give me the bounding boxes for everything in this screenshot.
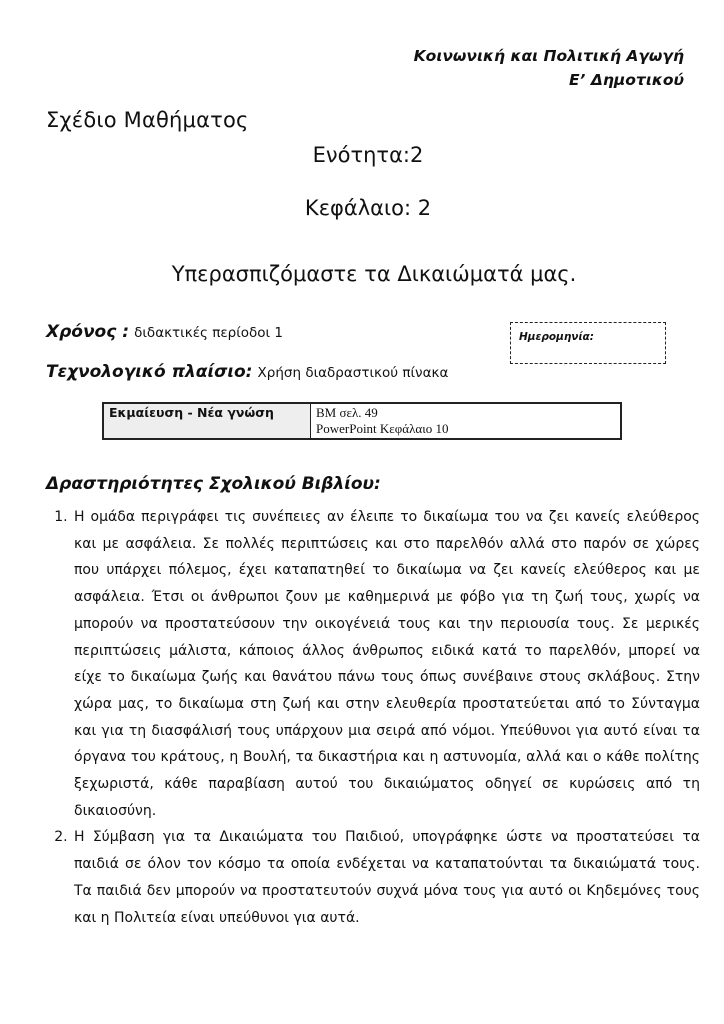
- date-box: [510, 322, 666, 364]
- plan-title: Σχέδιο Μαθήματος: [46, 108, 249, 132]
- summary-table: [102, 402, 622, 440]
- date-label: Ημερομηνία:: [519, 331, 594, 343]
- subject-name: Κοινωνική και Πολιτική Αγωγή: [413, 47, 684, 65]
- table-row: [103, 403, 621, 439]
- list-item: 1. Η ομάδα περιγράφει τις συνέπειες αν έλειπε το δικαίωμα του να ζει κανείς ελεύθερος και με ασφάλεια. Σε πολλές περιπτώσεις και στο παρελθόν αλλά στο παρόν σε χώρες που υπάρχει πόλεμος, έχει καταπατηθεί το δικαίωμα να ζει κανείς ελεύθερος και με ασφάλεια. Έτσι οι άνθρωποι ζουν με καθημερινά με φόβο για τη ζωή τους, χωρίς να μπορούν να προστατεύσουν την οικογένειά τους και την περιουσία τους. Σε μερικές περιπτώσεις μάλιστα, κάποιος άλλος άνθρωπος ειδικά κατά το παρελθόν, μπορεί να είχε το δικαίωμα ζωής και θανάτου πάνω τους όπως συνέβαινε στους σκλάβους. Στην χώρα μας, το δικαίωμα στη ζωή και στην ελευθερία προστατεύεται από το Σύνταγμα και για τη διασφάλισή τους υπάρχουν μια σειρά από νόμοι. Υπεύθυνοι για αυτό είναι τα όργανα του κράτους, η Βουλή, τα δικαστήρια και η αστυνομία, αλλά και ο κάθε πολίτης ξεχωριστά, κάθε παραβίαση αυτού του δικαιώματος οδηγεί σε κυρώσεις από τη δικαιοσύνη.: [72, 504, 700, 824]
- list-item: 2. Η Σύμβαση για τα Δικαιώματα του Παιδιού, υπογράφηκε ώστε να προστατεύσει τα παιδιά σε όλον τον κόσμο τα οποία ενδέχεται να καταπατούνται τα δικαιώματά τους. Τα παιδιά δεν μπορούν να προστατευτούν συχνά μόνα τους για αυτό οι Κηδεμόνες τους και η Πολιτεία είναι υπεύθυνοι για αυτά.: [72, 824, 700, 931]
- unit-heading: Ενότητα:2: [312, 143, 424, 167]
- grade-level: Ε’ Δημοτικού: [568, 71, 684, 89]
- summary-label-cell: Εκμαίευση - Νέα γνώση: [103, 403, 311, 439]
- activities-heading: Δραστηριότητες Σχολικού Βιβλίου:: [46, 474, 381, 494]
- lesson-title: Υπερασπιζόμαστε τα Δικαιώματά μας.: [171, 262, 577, 286]
- time-value: διδακτικές περίοδοι 1: [134, 325, 284, 341]
- tech-row: [46, 362, 448, 382]
- time-row: [46, 322, 283, 342]
- chapter-heading: Κεφάλαιο: 2: [304, 196, 432, 220]
- tech-label: Τεχνολογικό πλαίσιο:: [46, 362, 253, 382]
- summary-resources-cell: [311, 403, 622, 439]
- time-label: Χρόνος :: [46, 322, 130, 342]
- resource-book-page: ΒΜ σελ. 49: [316, 405, 378, 420]
- resource-powerpoint: PowerPoint Κεφάλαιο 10: [316, 421, 449, 436]
- tech-value: Χρήση διαδραστικού πίνακα: [257, 365, 449, 381]
- activities-list: [46, 504, 700, 931]
- document-header: [414, 44, 684, 92]
